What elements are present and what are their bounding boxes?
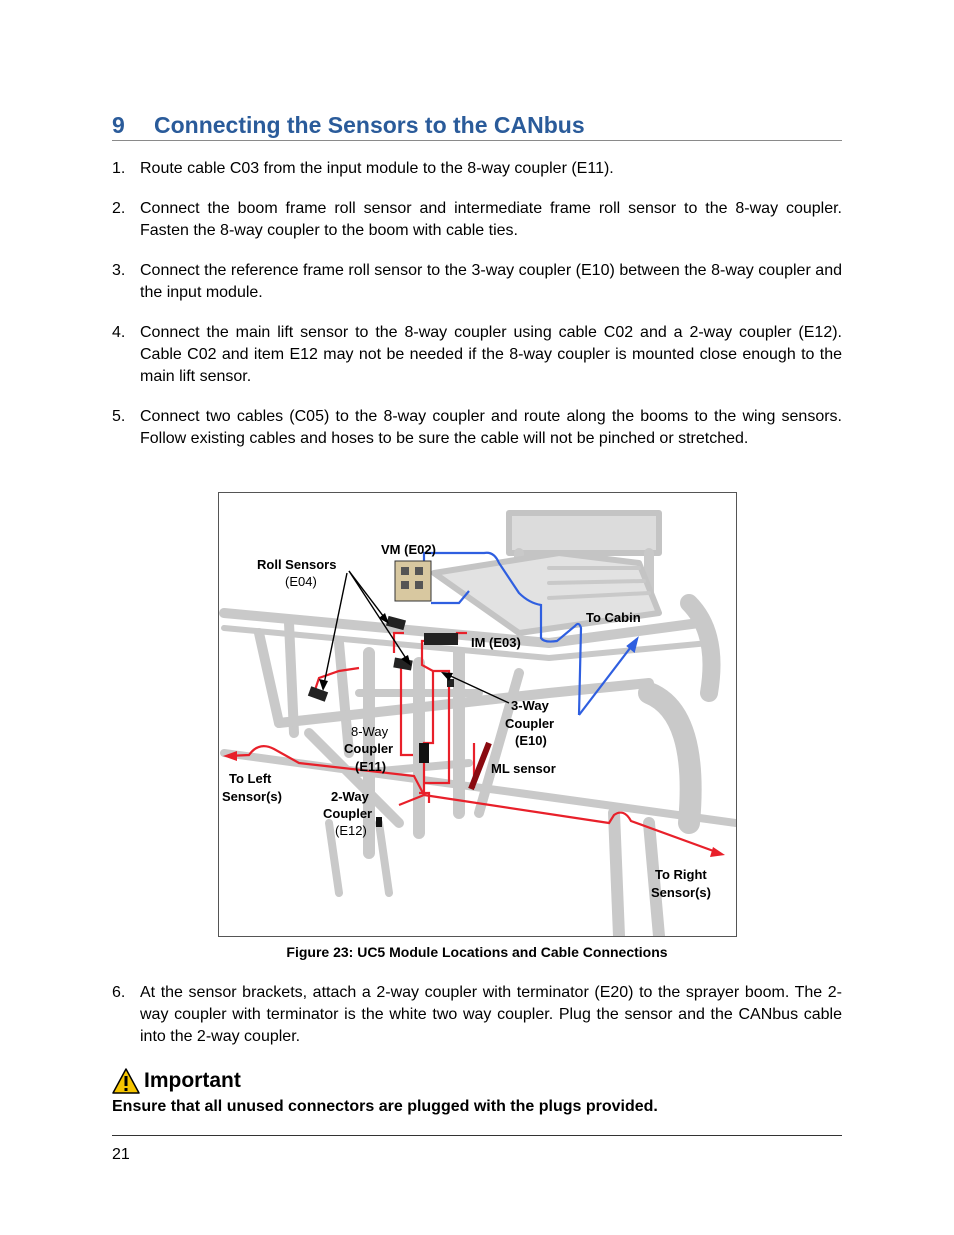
vm-label: VM (E02) (381, 542, 436, 557)
step-item (112, 260, 842, 304)
to-right-sensors-label: Sensor(s) (651, 885, 711, 900)
coupler-e11 (419, 743, 429, 763)
module-location-figure (218, 492, 737, 937)
footer-divider (112, 1135, 842, 1136)
important-title: Important (144, 1069, 241, 1092)
step-text: At the sensor brackets, attach a 2-way coupler with terminator (E20) to the sprayer boom. The 2-way coupler with terminator is the white two way coupler. Plug the sensor and the CANbus cable into the 2-way coupler. (140, 984, 842, 1045)
section-title: Connecting the Sensors to the CANbus (154, 112, 585, 138)
step-number: 1. (112, 160, 126, 177)
step-number: 2. (112, 200, 126, 217)
roll-sensor (308, 686, 328, 702)
step-item (112, 198, 842, 242)
two-way-label-1: 2-Way (331, 789, 369, 804)
eight-way-label-3: (E11) (355, 759, 387, 774)
step-number: 5. (112, 408, 126, 425)
im-label: IM (E03) (471, 635, 521, 650)
eight-way-label-2: Coupler (344, 741, 394, 756)
three-way-label-3: (E10) (515, 733, 547, 748)
step-text: Connect the main lift sensor to the 8-way coupler using cable C02 and a 2-way coupler (E12). Cable C02 and item E12 may not be needed if the 8-way coupler is mounted close enough to the main lift sensor. (140, 324, 842, 385)
roll-sensors-id-label: (E04) (285, 574, 317, 589)
im-e03-module (424, 633, 458, 645)
three-way-label-2: Coupler (505, 716, 555, 731)
warning-triangle-icon (112, 1068, 140, 1094)
two-way-label-2: Coupler (323, 806, 373, 821)
step-number: 6. (112, 984, 126, 1001)
to-left-sensors-label: Sensor(s) (222, 789, 282, 804)
important-text: Ensure that all unused connectors are plugged with the plugs provided. (112, 1098, 658, 1115)
step-text: Route cable C03 from the input module to the 8-way coupler (E11). (140, 160, 614, 177)
eight-way-label-1: 8-Way (351, 724, 389, 739)
roll-sensors-label: Roll Sensors (257, 557, 337, 572)
page-number: 21 (112, 1146, 130, 1163)
vm-e02-module (395, 561, 431, 601)
to-right-label: To Right (655, 867, 707, 882)
ml-sensor-label: ML sensor (491, 761, 556, 776)
coupler-e12 (376, 817, 382, 827)
section-number: 9 (112, 112, 125, 138)
two-way-label-3: (E12) (335, 823, 367, 838)
step-item (112, 158, 842, 180)
figure-caption: Figure 23: UC5 Module Locations and Cable Connections (286, 944, 668, 960)
to-cabin-label: To Cabin (586, 610, 641, 625)
sprayer-diagram (219, 493, 736, 936)
to-left-label: To Left (229, 771, 272, 786)
step-item (112, 982, 842, 1048)
three-way-label-1: 3-Way (511, 698, 549, 713)
step-text: Connect the reference frame roll sensor to the 3-way coupler (E10) between the 8-way coupler and the input module. (140, 262, 842, 301)
section-heading (112, 112, 842, 141)
step-number: 3. (112, 262, 126, 279)
coupler-e10-marker (447, 679, 454, 687)
step-item (112, 406, 842, 450)
step-text: Connect two cables (C05) to the 8-way coupler and route along the booms to the wing sensors. Follow existing cables and hoses to be sure the cable will not be pinched or stretched. (140, 408, 842, 447)
right-cable-arrowhead (710, 847, 725, 857)
step-text: Connect the boom frame roll sensor and intermediate frame roll sensor to the 8-way coupler. Fasten the 8-way coupler to the boom with cable ties. (140, 200, 842, 239)
step-number: 4. (112, 324, 126, 341)
step-item (112, 322, 842, 388)
important-notice-header (112, 1066, 241, 1096)
